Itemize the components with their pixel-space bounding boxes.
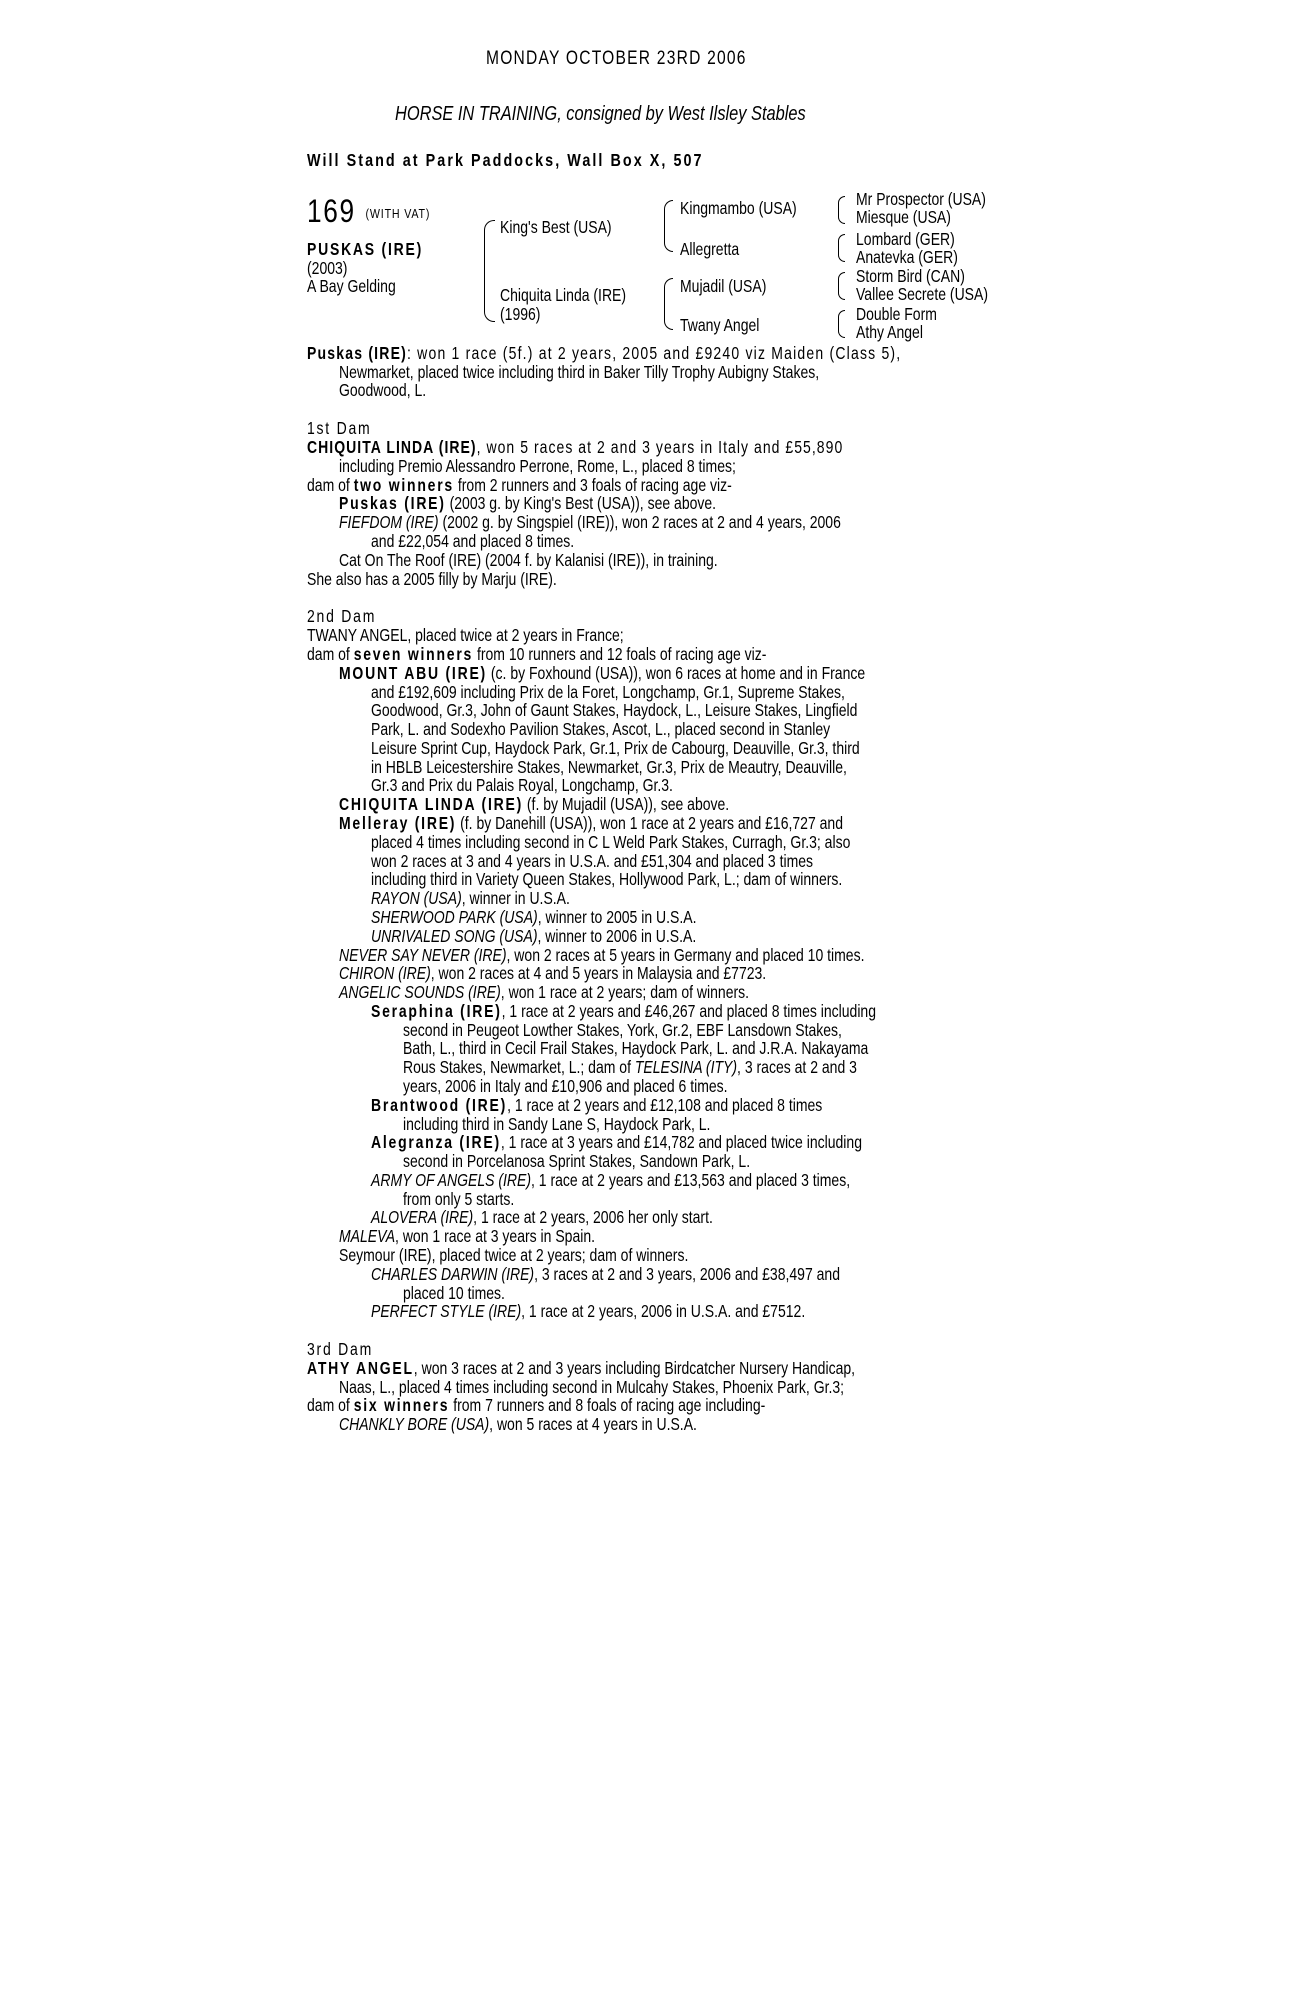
- first-dam-line: dam of two winners from 2 runners and 3 foals of racing age viz-: [307, 475, 732, 495]
- lot-number: 169 (WITH VAT): [307, 193, 431, 229]
- progeny-line: placed 10 times.: [403, 1283, 505, 1303]
- pedigree-sire-sire: Kingmambo (USA): [680, 198, 797, 218]
- second-dam-line: TWANY ANGEL, placed twice at 2 years in France;: [307, 625, 624, 645]
- pedigree-sire: King's Best (USA): [500, 217, 612, 237]
- progeny-line: including third in Variety Queen Stakes, Hollywood Park, L.; dam of winners.: [371, 869, 843, 889]
- first-dam-progeny-line: and £22,054 and placed 8 times.: [371, 531, 575, 551]
- first-dam-heading: 1st Dam: [307, 418, 372, 438]
- first-dam-line: She also has a 2005 filly by Marju (IRE).: [307, 569, 557, 589]
- second-dam-heading: 2nd Dam: [307, 606, 377, 626]
- second-dam-progeny: MOUNT ABU (IRE) (c. by Foxhound (USA)), won 6 races at home and in France: [339, 663, 866, 683]
- grand-progeny: SHERWOOD PARK (USA), winner to 2005 in U.S.A.: [371, 907, 697, 927]
- progeny-line: Rous Stakes, Newmarket, L.; dam of TELESINA (ITY), 3 races at 2 and 3: [403, 1057, 857, 1077]
- lot-description: A Bay Gelding: [307, 276, 396, 296]
- progeny-line: years, 2006 in Italy and £10,906 and placed 6 times.: [403, 1076, 728, 1096]
- lot-year: (2003): [307, 258, 348, 278]
- first-dam-progeny: Cat On The Roof (IRE) (2004 f. by Kalanisi (IRE)), in training.: [339, 550, 718, 570]
- first-dam-line: CHIQUITA LINDA (IRE), won 5 races at 2 and 3 years in Italy and £55,890: [307, 437, 844, 457]
- progeny-line: second in Peugeot Lowther Stakes, York, Gr.2, EBF Lansdown Stakes,: [403, 1020, 842, 1040]
- progeny-line: from only 5 starts.: [403, 1189, 515, 1209]
- grand-progeny: RAYON (USA), winner in U.S.A.: [371, 888, 570, 908]
- pedigree-g8: Athy Angel: [856, 322, 923, 342]
- second-dam-progeny: Seymour (IRE), placed twice at 2 years; dam of winners.: [339, 1245, 689, 1265]
- lot-horse-name: PUSKAS (IRE): [307, 239, 424, 259]
- consignment-line: HORSE IN TRAINING, consigned by West Ilsley Stables: [394, 103, 806, 125]
- second-dam-progeny: NEVER SAY NEVER (IRE), won 2 races at 5 years in Germany and placed 10 times.: [339, 945, 865, 965]
- third-dam-line: ATHY ANGEL, won 3 races at 2 and 3 years including Birdcatcher Nursery Handicap,: [307, 1358, 856, 1378]
- stand-location: Will Stand at Park Paddocks, Wall Box X, 507: [307, 150, 704, 170]
- pedigree-dam: Chiquita Linda (IRE): [500, 285, 627, 305]
- pedigree-g7: Double Form: [856, 304, 937, 324]
- third-dam-progeny: CHANKLY BORE (USA), won 5 races at 4 years in U.S.A.: [339, 1414, 697, 1434]
- pedigree-dam-dam: Twany Angel: [680, 315, 760, 335]
- second-dam-progeny: CHIRON (IRE), won 2 races at 4 and 5 years in Malaysia and £7723.: [339, 963, 767, 983]
- grand-progeny: UNRIVALED SONG (USA), winner to 2006 in U.S.A.: [371, 926, 697, 946]
- second-dam-progeny: ANGELIC SOUNDS (IRE), won 1 race at 2 years; dam of winners.: [339, 982, 750, 1002]
- pedigree-g5: Storm Bird (CAN): [856, 266, 965, 286]
- pedigree-brace: [838, 272, 845, 300]
- vat-note: (WITH VAT): [365, 206, 431, 222]
- second-dam-progeny: Melleray (IRE) (f. by Danehill (USA)), won 1 race at 2 years and £16,727 and: [339, 813, 844, 833]
- second-dam-progeny: MALEVA, won 1 race at 3 years in Spain.: [339, 1226, 596, 1246]
- pedigree-brace: [838, 310, 845, 338]
- pedigree-g4: Anatevka (GER): [856, 247, 958, 267]
- second-dam-line: dam of seven winners from 10 runners and 12 foals of racing age viz-: [307, 644, 767, 664]
- sale-date: MONDAY OCTOBER 23RD 2006: [486, 48, 747, 69]
- grand-progeny: ARMY OF ANGELS (IRE), 1 race at 2 years and £13,563 and placed 3 times,: [371, 1170, 851, 1190]
- race-summary: Puskas (IRE): won 1 race (5f.) at 2 years, 2005 and £9240 viz Maiden (Class 5),: [307, 343, 902, 363]
- pedigree-g3: Lombard (GER): [856, 229, 955, 249]
- progeny-line: and £192,609 including Prix de la Foret, Longchamp, Gr.1, Supreme Stakes,: [371, 682, 845, 702]
- progeny-line: placed 4 times including second in C L Weld Park Stakes, Curragh, Gr.3; also: [371, 832, 851, 852]
- third-dam-heading: 3rd Dam: [307, 1339, 374, 1359]
- second-dam-progeny: CHIQUITA LINDA (IRE) (f. by Mujadil (USA)), see above.: [339, 794, 730, 814]
- progeny-line: Park, L. and Sodexho Pavilion Stakes, Ascot, L., placed second in Stanley: [371, 719, 831, 739]
- progeny-line: in HBLB Leicestershire Stakes, Newmarket, Gr.3, Prix de Meautry, Deauville,: [371, 757, 847, 777]
- grand-progeny: ALOVERA (IRE), 1 race at 2 years, 2006 her only start.: [371, 1207, 713, 1227]
- first-dam-progeny: Puskas (IRE) (2003 g. by King's Best (USA)), see above.: [339, 493, 717, 513]
- race-summary-line: Goodwood, L.: [339, 380, 427, 400]
- progeny-line: Goodwood, Gr.3, John of Gaunt Stakes, Haydock, L., Leisure Stakes, Lingfield: [371, 700, 858, 720]
- grand-progeny: Alegranza (IRE), 1 race at 3 years and £14,782 and placed twice including: [371, 1132, 862, 1152]
- third-dam-line: dam of six winners from 7 runners and 8 foals of racing age including-: [307, 1395, 766, 1415]
- third-dam-line: Naas, L., placed 4 times including second in Mulcahy Stakes, Phoenix Park, Gr.3;: [339, 1377, 845, 1397]
- pedigree-brace: [838, 196, 845, 224]
- pedigree-brace: [664, 278, 673, 330]
- progeny-line: Gr.3 and Prix du Palais Royal, Longchamp, Gr.3.: [371, 775, 673, 795]
- pedigree-brace: [664, 200, 673, 252]
- grand-progeny: PERFECT STYLE (IRE), 1 race at 2 years, 2006 in U.S.A. and £7512.: [371, 1301, 806, 1321]
- first-dam-line: including Premio Alessandro Perrone, Rome, L., placed 8 times;: [339, 456, 736, 476]
- pedigree-dam-year: (1996): [500, 304, 541, 324]
- progeny-line: including third in Sandy Lane S, Haydock Park, L.: [403, 1114, 711, 1134]
- progeny-line: won 2 races at 3 and 4 years in U.S.A. and £51,304 and placed 3 times: [371, 851, 814, 871]
- pedigree-g1: Mr Prospector (USA): [856, 189, 986, 209]
- race-summary-line: Newmarket, placed twice including third in Baker Tilly Trophy Aubigny Stakes,: [339, 362, 820, 382]
- progeny-line: Leisure Sprint Cup, Haydock Park, Gr.1, Prix de Cabourg, Deauville, Gr.3, third: [371, 738, 860, 758]
- pedigree-brace: [484, 220, 495, 322]
- pedigree-g6: Vallee Secrete (USA): [856, 284, 989, 304]
- first-dam-progeny: FIEFDOM (IRE) (2002 g. by Singspiel (IRE)), won 2 races at 2 and 4 years, 2006: [339, 512, 841, 532]
- progeny-line: Bath, L., third in Cecil Frail Stakes, Haydock Park, L. and J.R.A. Nakayama: [403, 1038, 869, 1058]
- pedigree-brace: [838, 234, 845, 262]
- grand-progeny: CHARLES DARWIN (IRE), 3 races at 2 and 3 years, 2006 and £38,497 and: [371, 1264, 840, 1284]
- progeny-line: second in Porcelanosa Sprint Stakes, Sandown Park, L.: [403, 1151, 751, 1171]
- pedigree-g2: Miesque (USA): [856, 207, 951, 227]
- grand-progeny: Seraphina (IRE), 1 race at 2 years and £46,267 and placed 8 times including: [371, 1001, 877, 1021]
- grand-progeny: Brantwood (IRE), 1 race at 2 years and £12,108 and placed 8 times: [371, 1095, 823, 1115]
- pedigree-sire-dam: Allegretta: [680, 239, 740, 259]
- pedigree-dam-sire: Mujadil (USA): [680, 276, 767, 296]
